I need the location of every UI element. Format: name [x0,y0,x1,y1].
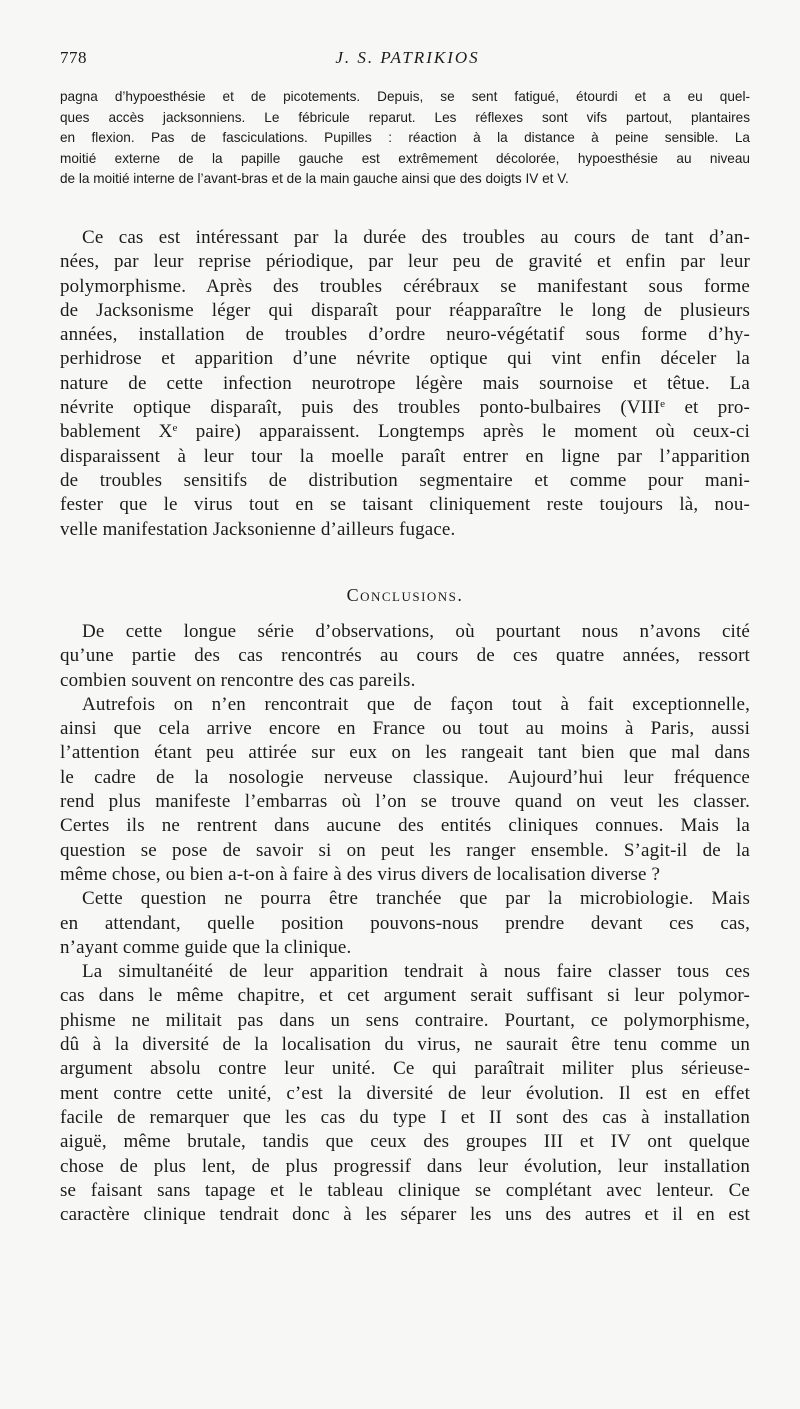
paragraph-line: De cette longue série d’observations, où pourtant nous n’avons cité [82,621,750,642]
paragraph-line: années, installation de troubles d’ordre neuro-végétatif sous forme d’hy- [60,324,750,346]
paragraph-line: se faisant sans tapage et le tableau clinique se complétant avec lenteur. Ce [60,1179,750,1201]
note-line: ques accès jacksonniens. Le fébricule reparut. Les réflexes sont vifs partout, plantaires [60,109,750,125]
paragraph-line: chose de plus lent, de plus progressif dans leur évolution, leur installation [60,1155,750,1177]
paragraph-line-with-superscript [60,396,750,420]
line-tail: paire) apparaissent. Longtemps après le moment où ceux-ci [195,421,750,443]
line-tail: et pro- [684,397,751,419]
paragraph-line: facile de remarquer que les cas du type I et II sont des cas à installation [60,1106,750,1128]
paragraph-line: aiguë, même brutale, tandis que ceux des groupes III et IV ont quelque [60,1131,750,1153]
paragraph-line: de troubles sensitifs de distribution segmentaire et comme pour mani- [60,469,750,491]
paragraph-line: phisme ne militait pas dans un sens contraire. Pourtant, ce polymorphisme, [60,1009,750,1031]
section-heading: Conclusions. [346,585,464,605]
page-header [60,48,755,72]
paragraph-line: Ce cas est intéressant par la durée des troubles au cours de tant d’an- [82,227,750,248]
paragraph-line: ment contre cette unité, c’est la diversité de leur évolution. Il est en effet [60,1082,750,1104]
paragraph-line: Certes ils ne rentrent dans aucune des entités cliniques connues. Mais la [60,815,750,837]
note-line: de la moitié interne de l’avant-bras et de la main gauche ainsi que des doigts IV et V. [60,171,569,186]
paragraph-line: fester que le virus tout en se taisant cliniquement reste toujours là, nou- [60,494,750,516]
paragraph-line: ainsi que cela arrive encore en France ou tout au moins à Paris, aussi [60,718,750,740]
paragraph-line: Cette question ne pourra être tranchée que par la microbiologie. Mais [82,888,750,910]
paragraph-line: n’ayant comme guide que la clinique. [60,936,352,958]
page-number: 778 [60,48,87,67]
note-line: moitié externe de la papille gauche est extrêmement décolorée, hypoesthésie au niveau [60,150,750,166]
paragraph-line: velle manifestation Jacksonienne d’ailleurs fugace. [60,518,456,540]
paragraph-line: perhidrose et apparition d’une névrite optique qui vint enfin déceler la [60,348,750,370]
superscript: e [660,398,666,411]
paragraph-line: Autrefois on n’en rencontrait que de façon tout à fait exceptionnelle, [82,693,750,715]
line-text: névrite optique disparaît, puis des troubles ponto-bulbaires (VIII [60,397,661,419]
paragraph-line: dû à la diversité de la localisation du virus, ne saurait être tenu comme un [60,1034,750,1056]
paragraph-line: même chose, ou bien a-t-on à faire à des virus divers de localisation diverse ? [60,863,661,885]
running-title: J. S. PATRIKIOS [335,48,480,67]
paragraph-line: rend plus manifeste l’embarras où l’on se trouve quand on veut les classer. [60,791,750,813]
case-note-paragraph [60,87,750,190]
paragraph-line: l’attention étant peu attirée sur eux on les rangeait tant bien que mal dans [60,742,750,764]
paragraph-line: le cadre de la nosologie nerveuse classique. Aujourd’hui leur fréquence [60,766,750,788]
paragraph-line: question se pose de savoir si on peut les ranger ensemble. S’agit-il de la [60,839,750,861]
note-line: pagna d’hypoesthésie et de picotements. Depuis, se sent fatigué, étourdi et a eu quel- [60,89,750,104]
paragraph-line: nées, par leur reprise périodique, par leur peu de gravité et enfin par leur [60,251,750,273]
conclusions-text [60,620,750,1227]
paragraph-line: nature de cette infection neurotrope légère mais sournoise et têtue. La [60,372,750,394]
superscript: e [172,422,178,435]
paragraph-line: cas dans le même chapitre, et cet argument serait suffisant si leur polymor- [60,985,750,1007]
paragraph-line: La simultanéité de leur apparition tendrait à nous faire classer tous ces [82,961,750,983]
paragraph-line: polymorphisme. Après des troubles cérébraux se manifestant sous forme [60,275,750,297]
line-text: bablement X [60,421,173,443]
paragraph-line: de Jacksonisme léger qui disparaît pour réapparaître le long de plusieurs [60,299,750,321]
paragraph-line-with-superscript [60,420,750,444]
paragraph-line: disparaissent à leur tour la moelle paraît entrer en ligne par l’apparition [60,445,750,467]
paragraph-line: caractère clinique tendrait donc à les séparer les uns des autres et il en est [60,1204,750,1226]
note-line: en flexion. Pas de fasciculations. Pupilles : réaction à la distance à peine sensible. La [60,130,750,145]
paragraph-line: qu’une partie des cas rencontrés au cours de ces quatre années, ressort [60,645,750,667]
paragraph-line: combien souvent on rencontre des cas pareils. [60,669,416,691]
paragraph-line: argument absolu contre leur unité. Ce qui paraîtrait militer plus sérieuse- [60,1058,750,1080]
discussion-paragraph [60,226,750,542]
paragraph-line: en attendant, quelle position pouvons-nous prendre devant ces cas, [60,912,750,934]
